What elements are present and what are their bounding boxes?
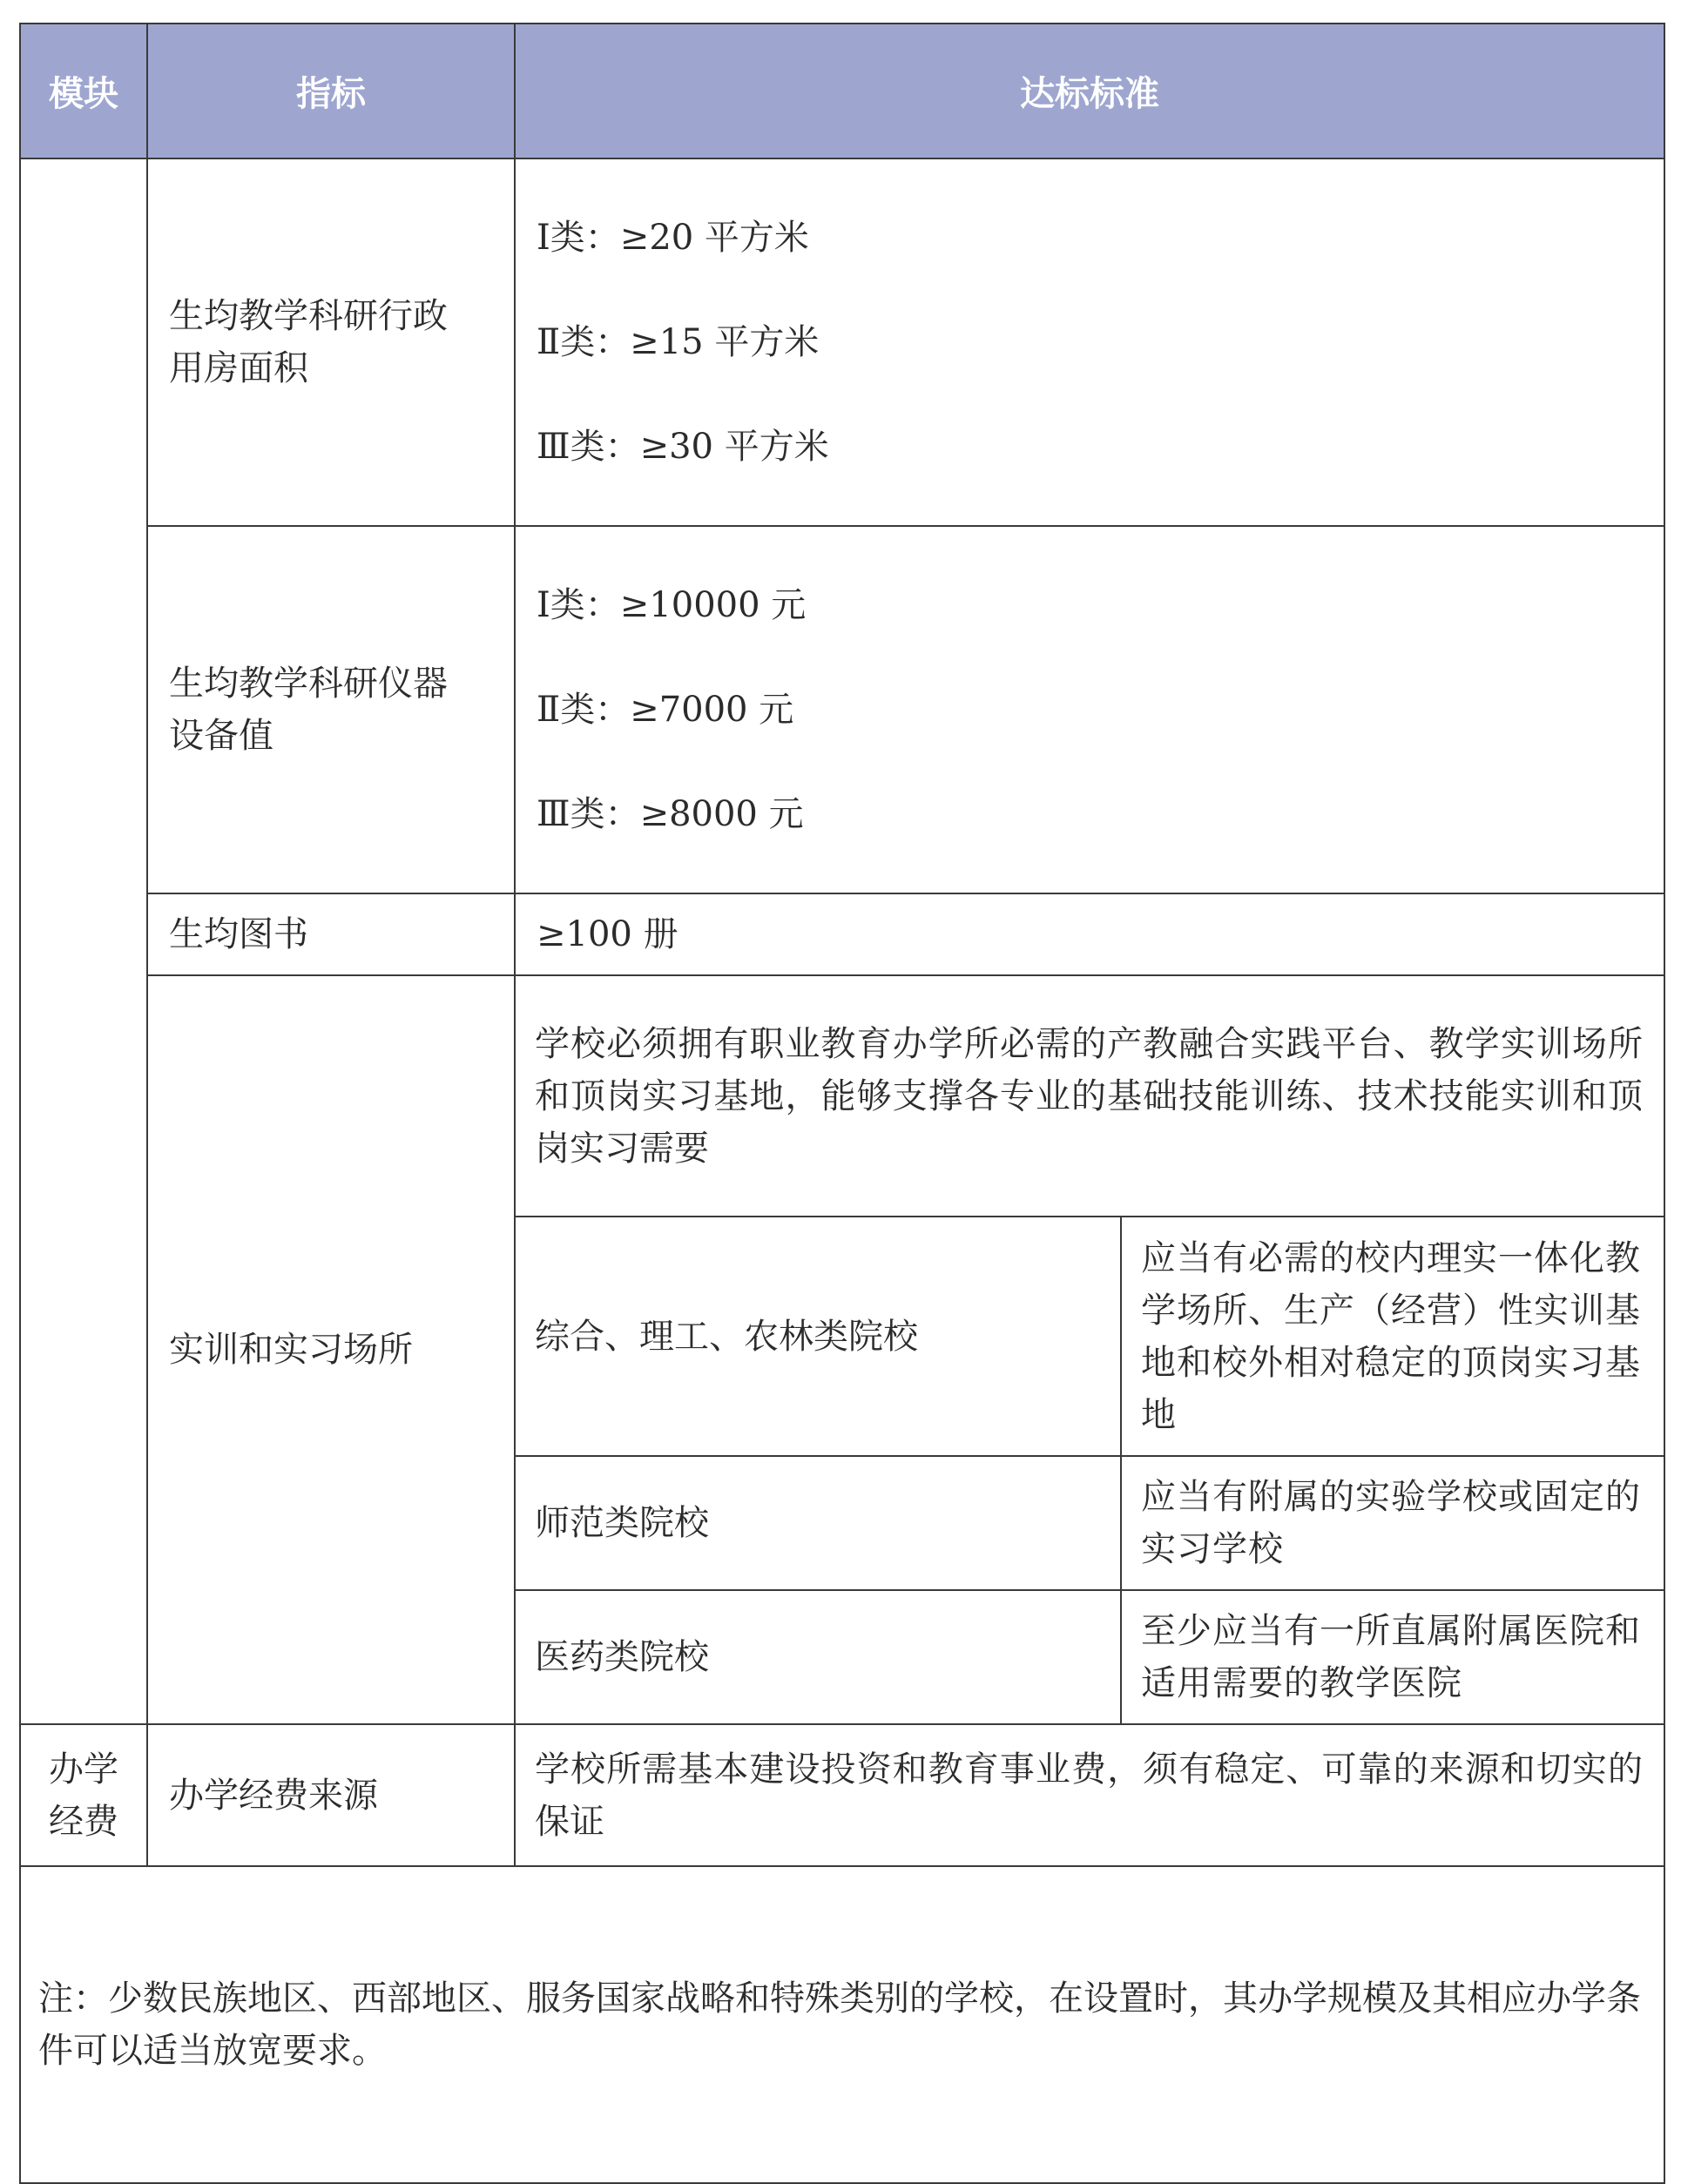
indicator-equipment: 生均教学科研仪器 设备值 (169, 664, 448, 756)
table-row (20, 975, 1664, 1217)
indicator-books: 生均图书 (169, 914, 308, 954)
equipment-class-1: Ⅰ类：≥10000 元 (537, 585, 807, 625)
training-type-comprehensive: 综合、理工、农林类院校 (535, 1316, 918, 1357)
table-header-row (20, 24, 1664, 158)
training-type-normal: 师范类院校 (535, 1503, 709, 1543)
training-req-medical: 至少应当有一所直属附属医院和适用需要的教学医院 (1141, 1611, 1641, 1703)
table-row (20, 1724, 1664, 1866)
training-req-normal: 应当有附属的实验学校或固定的实习学校 (1141, 1477, 1641, 1569)
indicator-training: 实训和实习场所 (169, 1330, 413, 1370)
training-type-medical: 医药类院校 (535, 1637, 709, 1677)
area-class-1: Ⅰ类：≥20 平方米 (537, 218, 809, 258)
table-row (20, 526, 1664, 893)
equipment-class-3: Ⅲ类：≥8000 元 (537, 794, 804, 834)
subtype-cell (515, 1217, 1121, 1456)
standard-cell (515, 893, 1664, 975)
requirement-cell (1121, 1217, 1664, 1456)
area-class-3: Ⅲ类：≥30 平方米 (537, 427, 829, 467)
standard-cell (515, 1724, 1664, 1866)
area-class-2: Ⅱ类：≥15 平方米 (537, 322, 820, 362)
header-standard: 达标标准 (515, 24, 1664, 158)
module-cell (20, 1724, 147, 1866)
requirement-cell (1121, 1456, 1664, 1590)
module-cell-empty (20, 158, 147, 1724)
subtype-cell (515, 1456, 1121, 1590)
note-cell (20, 1866, 1664, 2183)
header-module: 模块 (20, 24, 147, 158)
indicator-cell (147, 526, 515, 893)
table-note: 注：少数民族地区、西部地区、服务国家战略和特殊类别的学校，在设置时，其办学规模及其相应办学条件可以适当放宽要求。 (38, 1978, 1641, 2071)
indicator-area: 生均教学科研行政 用房面积 (169, 296, 448, 388)
standard-cell (515, 158, 1664, 526)
indicator-cell (147, 158, 515, 526)
requirement-cell (1121, 1590, 1664, 1724)
books-value: ≥100 册 (537, 914, 678, 954)
table-row (20, 158, 1664, 526)
standard-cell (515, 975, 1664, 1217)
note-row (20, 1866, 1664, 2183)
subtype-cell (515, 1590, 1121, 1724)
equipment-class-2: Ⅱ类：≥7000 元 (537, 690, 794, 730)
module-funding: 办学 经费 (49, 1749, 118, 1842)
header-indicator: 指标 (147, 24, 515, 158)
training-req-comprehensive: 应当有必需的校内理实一体化教学场所、生产（经营）性实训基地和校外相对稳定的顶岗实习基地 (1141, 1237, 1641, 1435)
funding-value: 学校所需基本建设投资和教育事业费，须有稳定、可靠的来源和切实的保证 (535, 1749, 1643, 1842)
training-intro: 学校必须拥有职业教育办学所必需的产教融合实践平台、教学实训场所和顶岗实习基地，能够支撑各专业的基础技能训练、技术技能实训和顶岗实习需要 (535, 1023, 1643, 1169)
indicator-cell (147, 1724, 515, 1866)
indicator-cell (147, 893, 515, 975)
indicator-cell (147, 975, 515, 1724)
standards-table (19, 23, 1665, 2184)
indicator-funding: 办学经费来源 (169, 1775, 378, 1816)
standard-cell (515, 526, 1664, 893)
table-row (20, 893, 1664, 975)
